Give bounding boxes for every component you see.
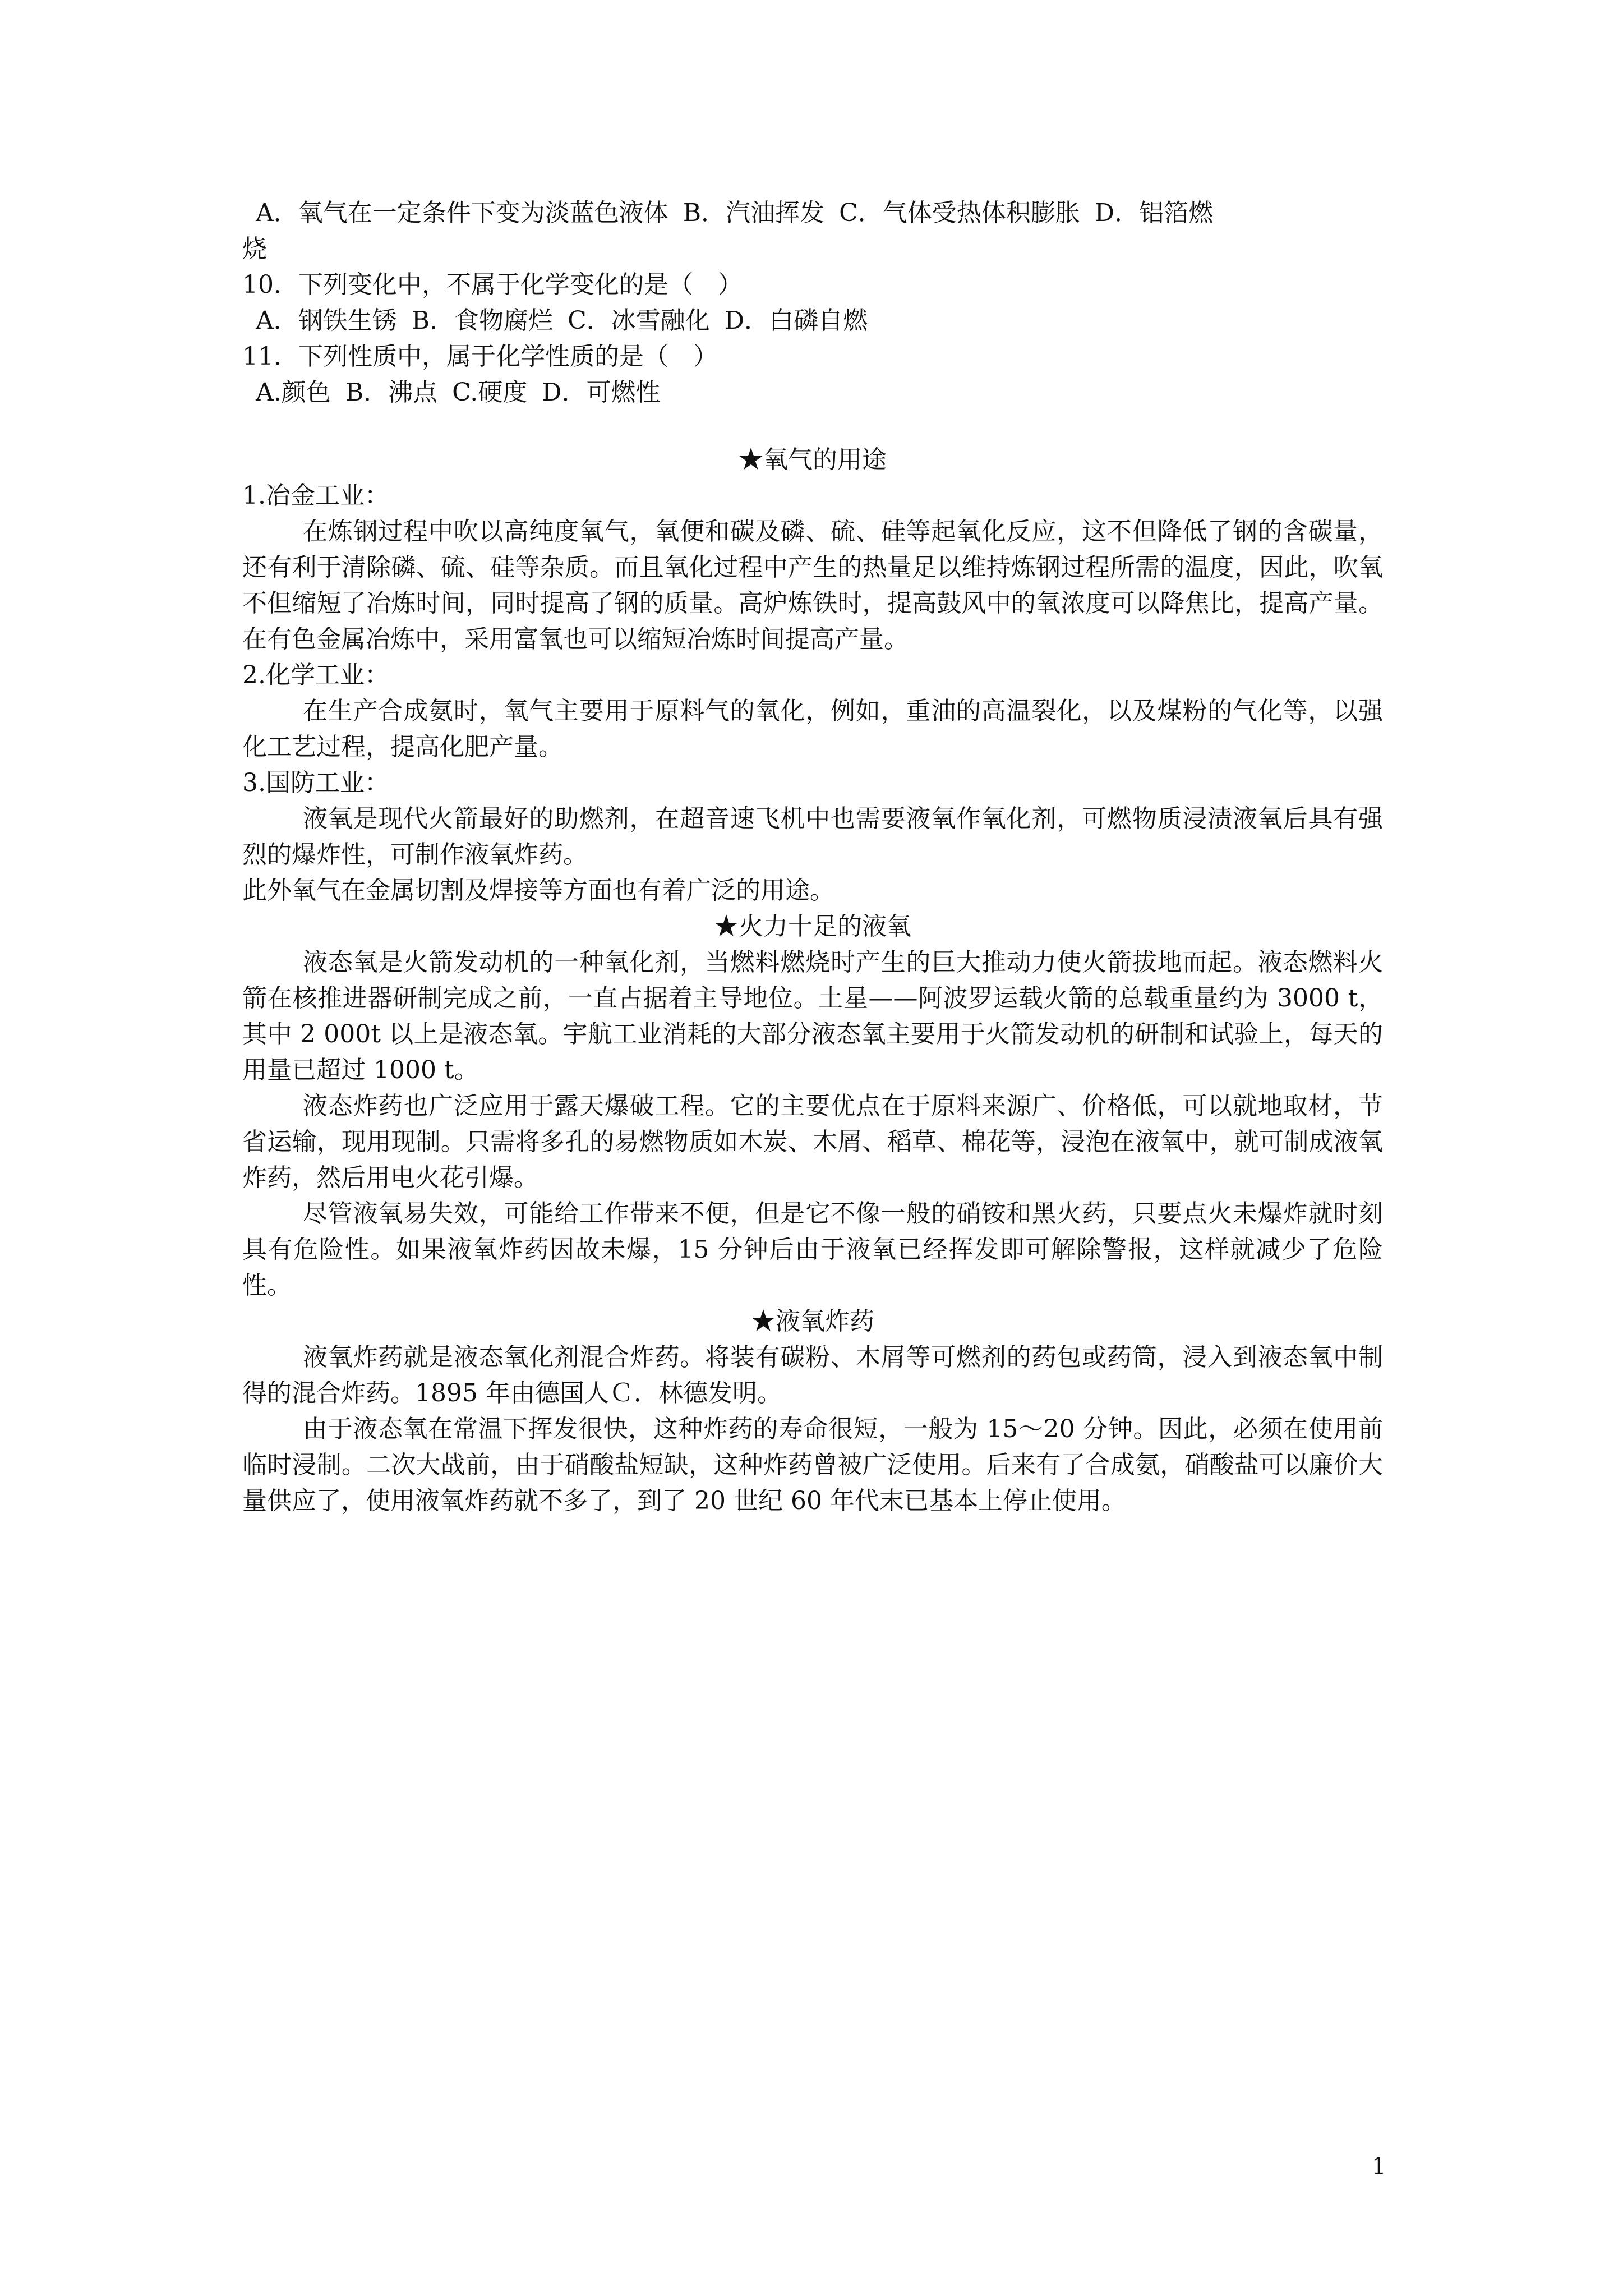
section1-item-defense-heading: 3.国防工业： [242,769,389,797]
section3-paragraph: 液氧炸药就是液态氧化剂混合炸药。将装有碳粉、木屑等可燃剂的药包或药筒，浸入到液态氧中制得的混合炸药。1895 年由德国人Ｃ．林德发明。 [242,1343,1383,1407]
q10-option-c: C．冰雪融化 [568,306,710,335]
q9-option-b: B．汽油挥发 [683,199,825,227]
section1-item-chemical-paragraph: 在生产合成氨时，氧气主要用于原料气的氧化，例如，重油的高温裂化，以及煤粉的气化等，以强化工艺过程，提高化肥产量。 [242,697,1383,761]
section1-item-metallurgy-heading: 1.冶金工业： [242,481,389,510]
section1-item-defense-paragraph: 液氧是现代火箭最好的助燃剂，在超音速飞机中也需要液氧作氧化剂，可燃物质浸渍液氧后具有强烈的爆炸性，可制作液氧炸药。 [242,804,1383,869]
q9-options [242,195,1383,231]
q11-stem: 11．下列性质中，属于化学性质的是（ ） [242,342,718,371]
q10-options [242,303,1383,339]
section-title-liquid-oxygen-explosive: ★液氧炸药 [751,1307,874,1336]
q10-option-a: A．钢铁生锈 [256,306,397,335]
page-number: 1 [1372,2154,1386,2179]
section2-paragraph: 尽管液氧易失效，可能给工作带来不便，但是它不像一般的硝铵和黑火药，只要点火未爆炸就时刻具有危险性。如果液氧炸药因故未爆，15 分钟后由于液氧已经挥发即可解除警报，这样就减少了危险性。 [242,1199,1383,1300]
q11-option-b: B．沸点 [345,378,438,407]
section1-item-metallurgy-paragraph: 在炼钢过程中吹以高纯度氧气，氧便和碳及磷、硫、硅等起氧化反应，这不但降低了钢的含碳量，还有利于清除磷、硫、硅等杂质。而且氧化过程中产生的热量足以维持炼钢过程所需的温度，因此，吹氧不但缩短了冶炼时间，同时提高了钢的质量。高炉炼铁时，提高鼓风中的氧浓度可以降焦比，提高产量。在有色金属冶炼中，采用富氧也可以缩短冶炼时间提高产量。 [242,517,1383,654]
q11-options [242,375,1383,411]
q10-option-b: B．食物腐烂 [411,306,554,335]
q9-option-c: C．气体受热体积膨胀 [839,199,1080,227]
q11-option-a: A.颜色 [256,378,331,407]
q10-option-d: D．白磷自燃 [724,306,868,335]
section3-paragraph: 由于液态氧在常温下挥发很快，这种炸药的寿命很短，一般为 15～20 分钟。因此，必须在使用前临时浸制。二次大战前，由于硝酸盐短缺，这种炸药曾被广泛使用。后来有了合成氨，硝酸盐可以廉价大量供应了，使用液氧炸药就不多了，到了 20 世纪 60 年代末已基本上停止使用。 [242,1415,1383,1515]
q10-stem: 10．下列变化中，不属于化学变化的是（ ） [242,270,743,299]
page-content [242,195,1383,1519]
section-title-liquid-oxygen: ★火力十足的液氧 [714,912,911,941]
section-title-oxygen-uses: ★氧气的用途 [739,445,887,474]
q9-option-d-continued: 烧 [242,234,267,263]
q9-option-d: D．铝箔燃 [1094,199,1214,227]
q11-option-c: C.硬度 [452,378,528,407]
section2-paragraph: 液态炸药也广泛应用于露天爆破工程。它的主要优点在于原料来源广、价格低，可以就地取材，节省运输，现用现制。只需将多孔的易燃物质如木炭、木屑、稻草、棉花等，浸泡在液氧中，就可制成液氧炸药，然后用电火花引爆。 [242,1092,1383,1192]
q11-option-d: D．可燃性 [542,378,661,407]
section1-item-chemical-heading: 2.化学工业： [242,661,389,689]
section1-closing: 此外氧气在金属切割及焊接等方面也有着广泛的用途。 [242,876,834,905]
section2-paragraph: 液态氧是火箭发动机的一种氧化剂，当燃料燃烧时产生的巨大推动力使火箭拔地而起。液态燃料火箭在核推进器研制完成之前，一直占据着主导地位。土星——阿波罗运载火箭的总载重量约为 3000 t，其中 2 000t 以上是液态氧。宇航工业消耗的大部分液态氧主要用于火箭发动机的研制和试验上，每天的用量已超过 1000 t。 [242,948,1383,1084]
section-spacer [242,411,1383,442]
q9-option-a: A．氧气在一定条件下变为淡蓝色液体 [256,199,668,227]
